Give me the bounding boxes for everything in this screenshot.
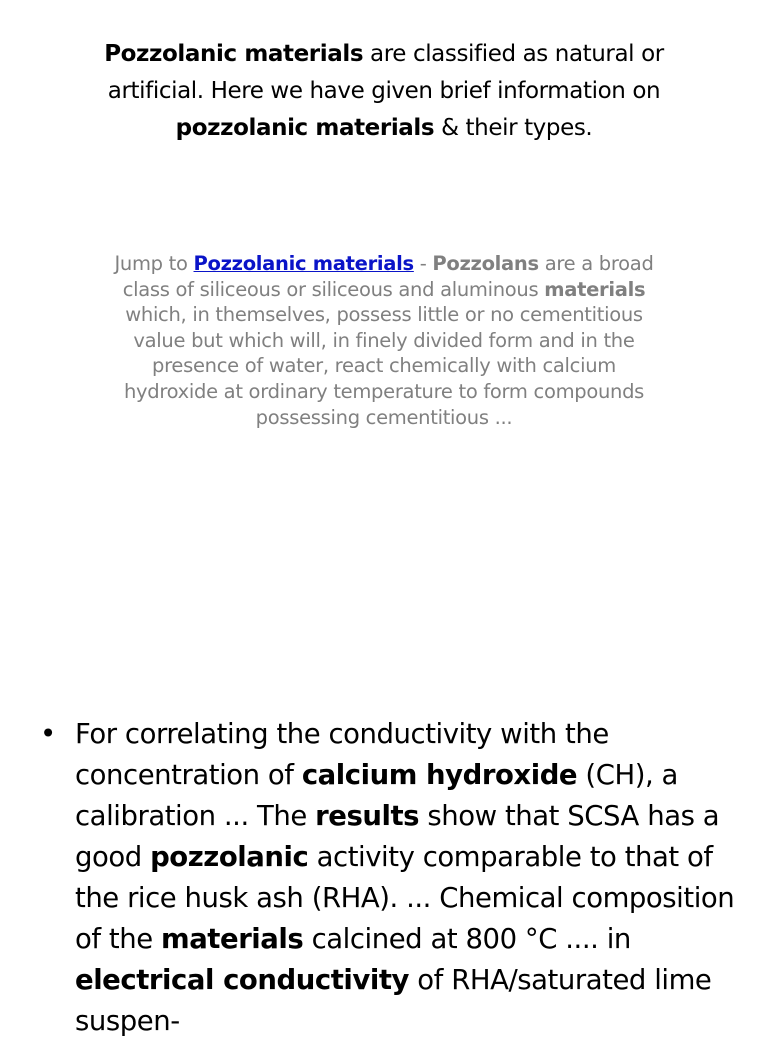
bullet-text-run: For correlating the conductivity with the concentration of bbox=[75, 718, 609, 791]
bullet-text-run: of RHA/saturated lime suspen- bbox=[75, 964, 712, 1037]
bullet-item bbox=[40, 714, 740, 1042]
bullet-bold-term: calcium hydroxide bbox=[301, 759, 578, 791]
snippet-text: which, in themselves, possess little or no cementitious value but which will, in finely divided form and in the presence of water, react chemically with calcium hydroxide at ordinary temperature to form compounds possessing cementitious ... bbox=[123, 303, 645, 429]
bullet-text-run: calcined at 800 °C .... in bbox=[303, 923, 631, 955]
snippet-bold-term: Pozzolans bbox=[432, 252, 539, 275]
bullet-marker: • bbox=[40, 718, 56, 750]
intro-bold-term: pozzolanic materials bbox=[175, 115, 435, 141]
bullet-bold-term: results bbox=[315, 800, 420, 832]
bullet-text-run: show that SCSA has a good bbox=[75, 800, 720, 873]
pozzolanic-materials-link[interactable]: Pozzolanic materials bbox=[193, 252, 414, 275]
snippet-prefix: Jump to bbox=[114, 252, 194, 275]
intro-text: are classified as natural or artificial. Here we have given brief information on bbox=[107, 41, 664, 104]
bullet-bold-term: electrical conductivity bbox=[75, 964, 410, 996]
bullet-text bbox=[75, 714, 735, 1042]
bullet-bold-term: pozzolanic bbox=[150, 841, 309, 873]
snippet-separator: - bbox=[413, 252, 433, 275]
bullet-text-run: activity comparable to that of the rice husk ash (RHA). ... Chemical composition of the bbox=[75, 841, 735, 955]
intro-text: & their types. bbox=[434, 115, 593, 141]
search-snippet bbox=[114, 251, 654, 430]
snippet-bold-term: materials bbox=[544, 277, 646, 301]
bullet-list bbox=[40, 714, 740, 1042]
bullet-text-run: (CH), a calibration ... The bbox=[75, 759, 678, 832]
intro-paragraph bbox=[60, 36, 708, 147]
snippet-text: are a broad class of siliceous or siliceous and aluminous bbox=[122, 252, 654, 301]
intro-bold-term: Pozzolanic materials bbox=[104, 41, 364, 67]
bullet-bold-term: materials bbox=[160, 923, 304, 955]
